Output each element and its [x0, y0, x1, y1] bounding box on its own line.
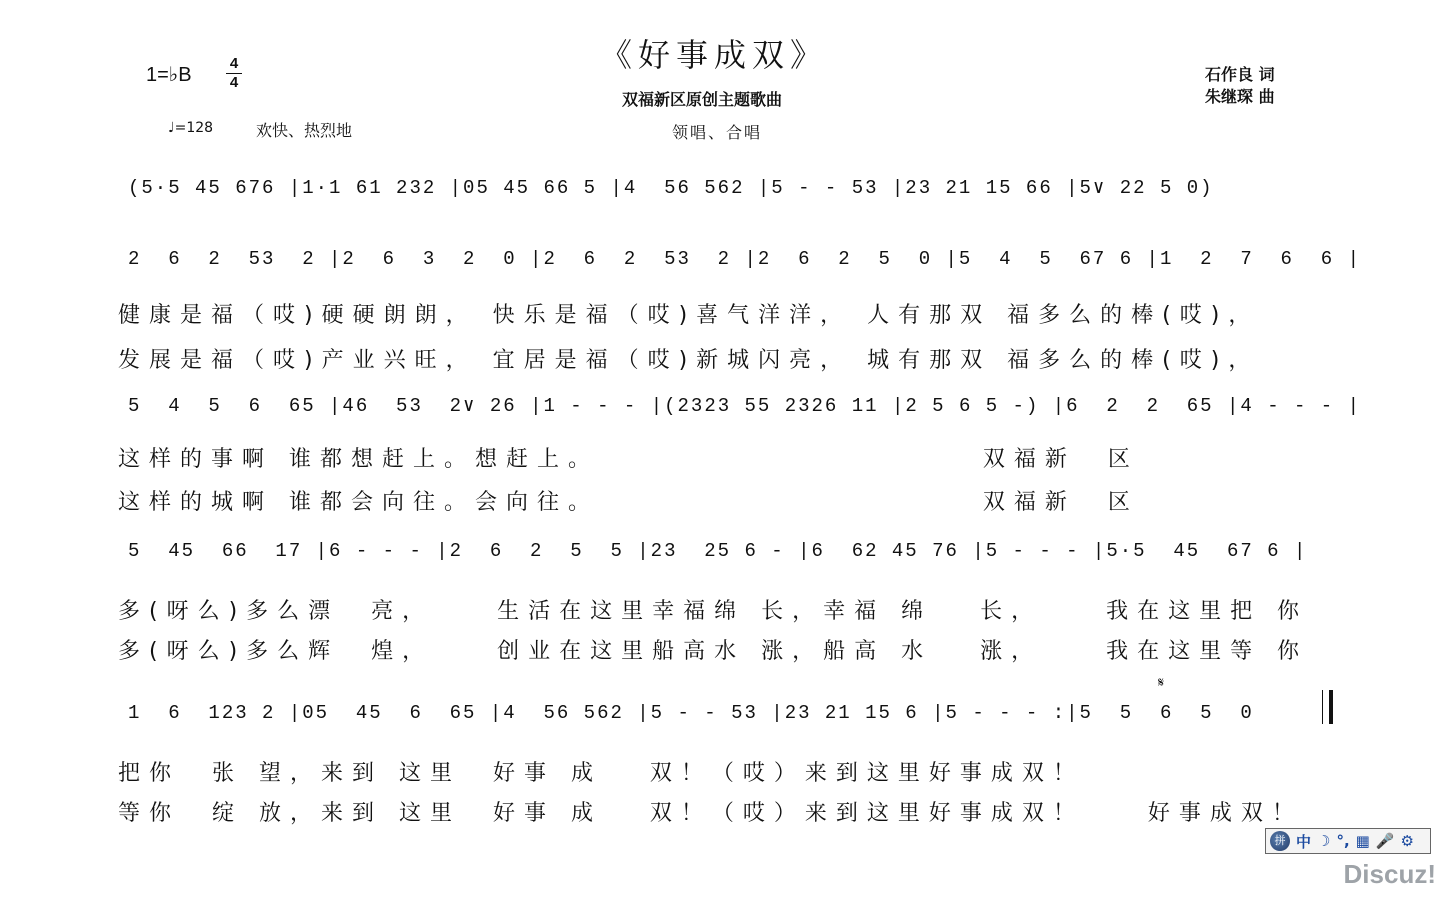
- staff-line-3: 5 4 5 6 65 |46 53 2∨ 26 |1 - - - |(2323 55 2326 11 |2 5 6 5 -) |6 2 2 65 |4 - - - |: [128, 395, 1362, 417]
- performance-type: 领唱、合唱: [672, 123, 763, 142]
- lyric-line-4: 这样的城啊 谁都会向往。会向往。 双福新 区: [118, 490, 1139, 515]
- time-bottom: 4: [229, 74, 239, 91]
- staff-line-2: 2 6 2 53 2 |2 6 3 2 0 |2 6 2 53 2 |2 6 2 5 0 |5 4 5 67 6 |1 2 7 6 6 |: [128, 248, 1361, 270]
- song-title: 《好事成双》: [600, 36, 829, 74]
- ime-chinese-mode[interactable]: 中: [1296, 832, 1312, 851]
- tempo-mark: ♩=128: [168, 120, 214, 136]
- staff-line-1: (5·5 45 676 |1·1 61 232 |05 45 66 5 |4 56 562 |5 - - 53 |23 21 15 66 |5∨ 22 5 0): [128, 177, 1214, 199]
- lyric-line-7: 把你 张 望，来到 这里 好事 成 双！（哎）来到这里好事成双！: [118, 761, 1084, 786]
- discuz-watermark: Discuz!: [1343, 859, 1436, 889]
- ime-toolbar[interactable]: [1265, 828, 1431, 854]
- key-signature: 1=♭B: [146, 64, 192, 86]
- staff-line-5: 1 6 123 2 |05 45 6 65 |4 56 562 |5 - - 53 |23 21 15 6 |5 - - - :|5 5 6 5 0: [128, 702, 1254, 724]
- lyricist: 石作良 词: [1205, 65, 1275, 84]
- lyric-line-8: 等你 绽 放，来到 这里 好事 成 双！（哎）来到这里好事成双！ 好事成双！: [118, 801, 1303, 826]
- final-barline: [1322, 690, 1333, 724]
- composer: 朱继琛 曲: [1205, 87, 1275, 106]
- segno-sign: 𝄋: [1158, 675, 1165, 691]
- lyric-line-5: 多(呀么)多么漂 亮， 生活在这里幸福绵 长，幸福 绵 长， 我在这里把 你: [118, 599, 1309, 624]
- time-signature: [226, 56, 242, 91]
- ime-settings-icon[interactable]: ⚙: [1400, 832, 1414, 850]
- time-top: 4: [229, 55, 239, 72]
- credits: [1205, 64, 1275, 108]
- lyric-line-1: 健康是福（哎)硬硬朗朗， 快乐是福（哎)喜气洋洋， 人有那双 福多么的棒(哎)，: [118, 303, 1260, 328]
- lyric-line-3: 这样的事啊 谁都想赶上。想赶上。 双福新 区: [118, 447, 1139, 472]
- style-mark: 欢快、热烈地: [256, 121, 353, 140]
- staff-line-4: 5 45 66 17 |6 - - - |2 6 2 5 5 |23 25 6 - |6 62 45 76 |5 - - - |5·5 45 67 6 |: [128, 540, 1308, 562]
- ime-keyboard-icon[interactable]: ▦: [1355, 832, 1370, 850]
- lyric-line-6: 多(呀么)多么辉 煌， 创业在这里船高水 涨，船高 水 涨， 我在这里等 你: [118, 639, 1309, 664]
- ime-mic-icon[interactable]: 🎤: [1375, 832, 1395, 850]
- song-subtitle: 双福新区原创主题歌曲: [622, 90, 783, 109]
- ime-punctuation-icon[interactable]: °,: [1336, 832, 1350, 850]
- ime-logo-icon[interactable]: 拼: [1270, 831, 1290, 851]
- lyric-line-2: 发展是福（哎)产业兴旺， 宜居是福（哎)新城闪亮， 城有那双 福多么的棒(哎)，: [118, 348, 1260, 373]
- ime-moon-icon[interactable]: ☽: [1317, 832, 1331, 850]
